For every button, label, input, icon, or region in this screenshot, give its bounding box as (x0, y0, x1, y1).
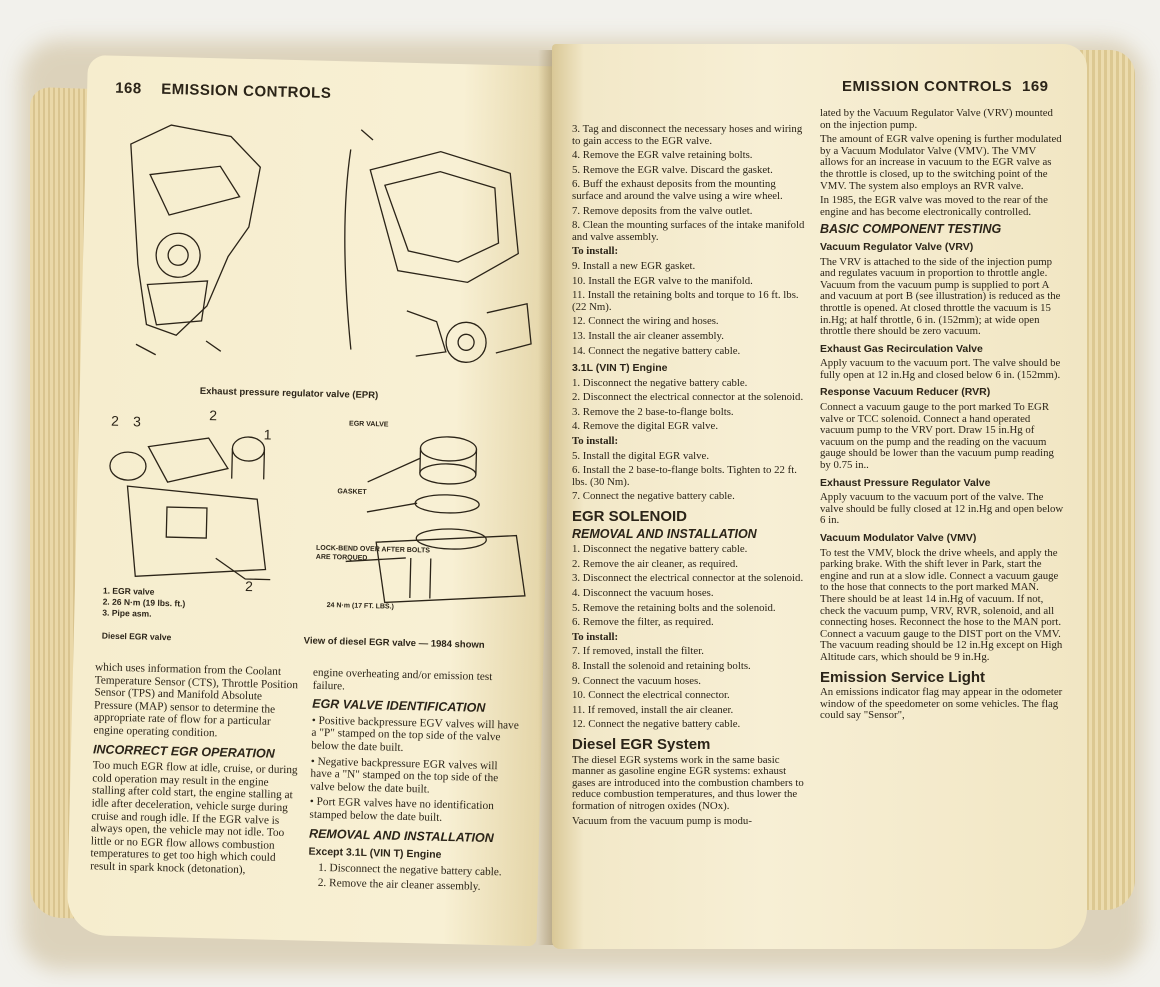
epr-valve-illustration (105, 104, 541, 384)
r31-step-1: 1. Disconnect the negative battery cable. (572, 376, 748, 389)
callout-2a: 2 (110, 412, 120, 429)
legend-item-3: 3. Pipe asm. (102, 607, 152, 619)
left-page-number: 168 (114, 79, 142, 98)
torque-label: 24 N·m (17 FT. LBS.) (326, 601, 394, 611)
emission-service-light-heading: Emission Service Light (820, 668, 986, 686)
right-page (552, 44, 1087, 949)
egr-valve-test-heading: Exhaust Gas Recirculation Valve (820, 342, 983, 355)
bullet-positive: • Positive backpressure EGV valves will have a "P" stamped on the top side of the valve below the date built. (311, 714, 519, 754)
r-step-12: 12. Connect the wiring and hoses. (572, 315, 719, 328)
left-col1-intro: which uses information from the Coolant Temperature Sensor (CTS), Throttle Position Sensor (TPS) and Manifold Absolute Pressure (MAP) sensor to determine the appropriate rate of flow for a particular engine operating condition. (93, 661, 299, 740)
to-install-2: To install: (572, 435, 619, 448)
r-step-11: 11. Install the retaining bolts and torque to 16 ft. lbs. (22 Nm). (572, 289, 799, 313)
sol-step-4: 4. Disconnect the vacuum hoses. (572, 587, 714, 599)
left-page-header: EMISSION CONTROLS (160, 80, 332, 102)
callout-1: 1 (263, 426, 272, 443)
except-31-heading: Except 3.1L (VIN T) Engine (308, 845, 442, 861)
right-column-1 (572, 124, 807, 830)
incorrect-egr-heading: INCORRECT EGR OPERATION (92, 741, 275, 761)
gasket-label: GASKET (337, 488, 367, 496)
right-page-edges (1080, 50, 1135, 910)
r31-step-4: 4. Remove the digital EGR valve. (572, 420, 719, 433)
r-step-4: 4. Remove the EGR valve retaining bolts. (572, 149, 753, 162)
right-column-2 (820, 108, 1065, 725)
diesel-egr-view-caption: View of diesel EGR valve — 1984 shown (303, 635, 485, 651)
left-column-1 (90, 661, 303, 881)
r-step-10: 10. Install the EGR valve to the manifold. (572, 274, 753, 287)
r-step-7: 7. Remove deposits from the valve outlet. (572, 204, 753, 217)
1985-note: In 1985, the EGR valve was moved to the rear of the engine and has become electronically controlled. (820, 194, 1048, 218)
r-step-5: 5. Remove the EGR valve. Discard the gasket. (572, 163, 773, 176)
to-install-1: To install: (572, 245, 619, 258)
to-install-3: To install: (572, 630, 619, 643)
r-step-8: 8. Clean the mounting surfaces of the intake manifold and valve assembly. (572, 219, 805, 243)
diesel-egr-heading: Diesel EGR System (572, 735, 711, 753)
callout-3: 3 (132, 413, 142, 430)
diesel-egr-valve-illustration (95, 405, 300, 600)
sol-step-1: 1. Disconnect the negative battery cable. (572, 543, 748, 556)
left-removal-heading: REMOVAL AND INSTALLATION (308, 826, 494, 845)
r-step-3: 3. Tag and disconnect the necessary hoses and wiring to gain access to the EGR valve. (572, 123, 803, 147)
rvr-text: Connect a vacuum gauge to the port marked To EGR valve or TCC solenoid. Connect a hand operated vacuum pump to the VRV port. Draw 15 in.Hg of vacuum on the pump and the reading on the vacuum gauge should be lower than the vacuum pump reading by 0.75 in.. (820, 401, 1054, 472)
right-page-header: EMISSION CONTROLS (842, 78, 1013, 95)
diesel-body: The diesel EGR systems work in the same basic manner as gasoline engine EGR systems: exhaust gases are introduced into the combustion chambers to reduce combustion temperatures, and thus lower the formation of nitrogen oxides (NOx). (572, 753, 804, 812)
sol-step-9: 9. Connect the vacuum hoses. (572, 674, 701, 687)
sol-step-5: 5. Remove the retaining bolts and the solenoid. (572, 601, 776, 614)
legend-item-1: 1. EGR valve (102, 585, 155, 597)
left-step-2: 2. Remove the air cleaner assembly. (317, 877, 481, 894)
basic-testing-heading: BASIC COMPONENT TESTING (820, 222, 1002, 237)
egr-valve-identification-heading: EGR VALVE IDENTIFICATION (312, 696, 486, 716)
r-step-6: 6. Buff the exhaust deposits from the mounting surface and around the valve using a wire wheel. (572, 178, 783, 202)
lock-bend-label: LOCK-BEND OVER AFTER BOLTS ARE TORQUED (315, 544, 431, 562)
diesel-egr-legend (102, 586, 185, 621)
sol-step-8: 8. Install the solenoid and retaining bolts. (572, 659, 751, 672)
left-step-1: 1. Disconnect the negative battery cable. (318, 861, 502, 879)
sol-step-12: 12. Connect the negative battery cable. (572, 718, 741, 731)
diesel-egr-view-illustration (304, 411, 539, 617)
r31-step-7: 7. Connect the negative battery cable. (572, 490, 735, 503)
sol-step-6: 6. Remove the filter, as required. (572, 616, 714, 629)
r31-step-5: 5. Install the digital EGR valve. (572, 449, 710, 462)
bullet-port: • Port EGR valves have no identification stamped below the date built. (309, 795, 494, 824)
callout-2b: 2 (209, 407, 218, 424)
left-page (66, 55, 557, 946)
left-column-2 (308, 667, 523, 898)
callout-2c: 2 (244, 577, 254, 595)
r31-step-2: 2. Disconnect the electrical connector at the solenoid. (572, 391, 804, 404)
emission-service-light-text: An emissions indicator flag may appear in the odometer window of the speedometer on some vehicles. The flag could say "Sensor", (820, 686, 1063, 722)
sol-step-2: 2. Remove the air cleaner, as required. (572, 557, 738, 570)
egr-valve-label: EGR VALVE (348, 420, 389, 429)
r-step-9: 9. Install a new EGR gasket. (572, 259, 696, 272)
vmv-text: To test the VMV, block the drive wheels, and apply the parking brake. With the shift lever in Park, start the engine and run at a slow idle. Connect a vacuum gauge to the hose that connects to the port marked MAN. There should be at least 14 in.Hg of vacuum. If not, check the vacuum pump, VRV, RVR, solenoid, and all connecting hoses. Reconnect the hose to the MAN port. Connect a vacuum gauge to the DIST port on the VMV. The vacuum reading should be 12 in.Hg except on High Altitude cars, which should be 9 in.Hg. (820, 546, 1063, 663)
left-col2-intro: engine overheating and/or emission test failure. (312, 666, 493, 693)
r-step-13: 13. Install the air cleaner assembly. (572, 329, 724, 342)
vmv-heading: Vacuum Modulator Valve (VMV) (820, 532, 977, 544)
vmv-intro: The amount of EGR valve opening is further modulated by a Vacuum Modulator Valve (VMV). The VMV allows for an increase in vacuum to the EGR valve as the throttle is closed, up to the switching point of the VMV. The system also employs an RVR valve. (820, 133, 1062, 192)
diesel-body-2: Vacuum from the vacuum pump is modu- (572, 814, 752, 827)
vrv-heading: Vacuum Regulator Valve (VRV) (820, 240, 974, 253)
diesel-egr-caption: Diesel EGR valve (101, 630, 172, 643)
legend-item-2: 2. 26 N·m (19 lbs. ft.) (102, 596, 186, 609)
sol-step-10: 10. Connect the electrical connector. (572, 689, 730, 702)
epr-test-heading: Exhaust Pressure Regulator Valve (820, 476, 991, 489)
vrv-text: The VRV is attached to the side of the injection pump and regulates vacuum in proportion to throttle angle. Vacuum from the vacuum pump is supplied to port A and vacuum at port B (see illustration) is reduced as the throttle is opened. At closed throttle the vacuum is 15 in.Hg; at half throttle, 6 in. (152mm); at wide open throttle there should be zero vacuum. (820, 255, 1061, 338)
sub-31-heading: 3.1L (VIN T) Engine (572, 362, 668, 375)
sol-step-7: 7. If removed, install the filter. (572, 645, 704, 658)
r31-step-3: 3. Remove the 2 base-to-flange bolts. (572, 405, 734, 418)
egr-valve-test-text: Apply vacuum to the vacuum port. The valve should be fully open at 12 in.Hg and closed below 6 in. (152mm). (820, 357, 1061, 381)
r-step-14: 14. Connect the negative battery cable. (572, 344, 741, 357)
egr-solenoid-heading: EGR SOLENOID (572, 508, 688, 526)
epr-caption: Exhaust pressure regulator valve (EPR) (199, 385, 379, 402)
left-col1-body: Too much EGR flow at idle, cruise, or during cold operation may result in the engine stalling after cold start, the engine stalling at idle after deceleration, vehicle surge during cruise and rough idle. If the EGR valve is always open, the vehicle may not idle. Too little or no EGR flow allows combustion temperatures to get too high which could result in spark knock (detonation), (90, 759, 298, 876)
right-page-number: 169 (1022, 78, 1049, 95)
bullet-negative: • Negative backpressure EGR valves will have a "N" stamped on the top side of the valve below the date built. (310, 755, 499, 796)
sol-step-11: 11. If removed, install the air cleaner. (572, 703, 734, 716)
rvr-heading: Response Vacuum Reducer (RVR) (820, 386, 991, 399)
vrv-intro: lated by the Vacuum Regulator Valve (VRV) mounted on the injection pump. (820, 107, 1053, 131)
solenoid-removal-heading: REMOVAL AND INSTALLATION (572, 526, 757, 541)
r31-step-6: 6. Install the 2 base-to-flange bolts. Tighten to 22 ft. lbs. (30 Nm). (572, 464, 797, 488)
epr-test-text: Apply vacuum to the vacuum port of the valve. The valve should be fully closed at 12 in.Hg and open below 6 in. (820, 491, 1064, 527)
sol-step-3: 3. Disconnect the electrical connector at the solenoid. (572, 572, 804, 585)
